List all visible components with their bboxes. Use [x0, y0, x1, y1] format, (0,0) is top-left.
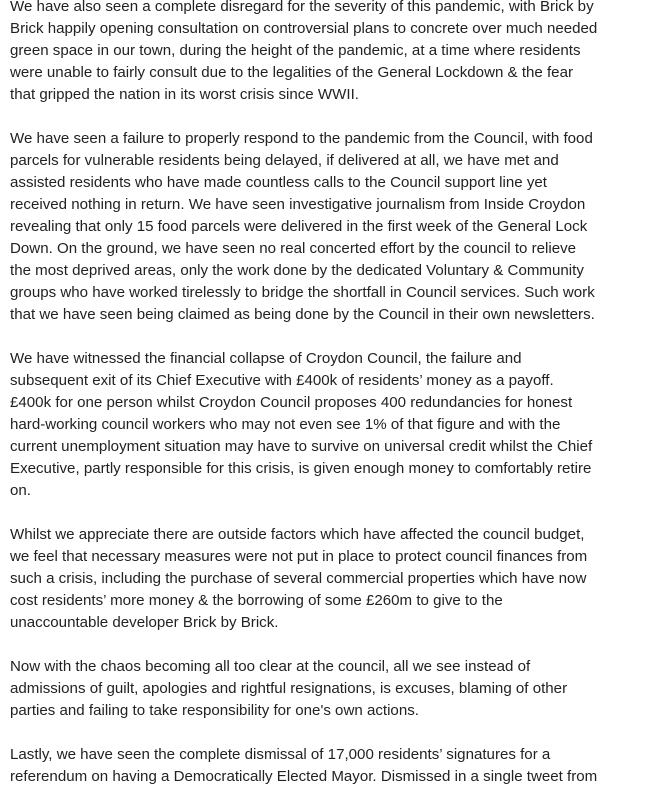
- text-line: Now with the chaos becoming all too clear at the council, all we see instead of: [10, 658, 531, 675]
- text-line: we feel that necessary measures were not put in place to protect council finances from: [10, 548, 588, 565]
- paragraph: [10, 656, 653, 722]
- text-line: received nothing in return. We have seen investigative journalism from Inside Croydon: [10, 196, 586, 213]
- text-line: revealing that only 15 food parcels were delivered in the first week of the General Lock: [10, 218, 588, 235]
- text-line: parties and failing to take responsibility for one's own actions.: [10, 702, 419, 719]
- text-line: assisted residents who have made countless calls to the Council support line yet: [10, 174, 547, 191]
- text-line: on.: [10, 482, 31, 499]
- text-line: Brick happily opening consultation on controversial plans to concrete over much needed: [10, 20, 598, 37]
- text-line: parcels for vulnerable residents being delayed, if delivered at all, we have met and: [10, 152, 559, 169]
- text-line: We have witnessed the financial collapse of Croydon Council, the failure and: [10, 350, 522, 367]
- text-line: green space in our town, during the height of the pandemic, at a time where residents: [10, 42, 581, 59]
- text-line: subsequent exit of its Chief Executive with £400k of residents’ money as a payoff.: [10, 372, 554, 389]
- text-line: We have seen a failure to properly respond to the pandemic from the Council, with food: [10, 130, 593, 147]
- text-line: unaccountable developer Brick by Brick.: [10, 614, 279, 631]
- text-line: referendum on having a Democratically Elected Mayor. Dismissed in a single tweet from: [10, 768, 598, 785]
- text-line: that gripped the nation in its worst crisis since WWII.: [10, 86, 359, 103]
- text-line: the most deprived areas, only the work done by the dedicated Voluntary & Community: [10, 262, 584, 279]
- text-line: cost residents’ more money & the borrowing of some £260m to give to the: [10, 592, 503, 609]
- text-line: hard-working council workers who may not even see 1% of that figure and with the: [10, 416, 561, 433]
- text-line: were unable to fairly consult due to the legalities of the General Lockdown & the fear: [10, 64, 574, 81]
- paragraph: [10, 524, 653, 634]
- text-line: Down. On the ground, we have seen no real concerted effort by the council to relieve: [10, 240, 577, 257]
- text-line: We have also seen a complete disregard for the severity of this pandemic, with Brick by: [10, 0, 594, 15]
- text-line: Executive, partly responsible for this crisis, is given enough money to comfortably retire: [10, 460, 592, 477]
- paragraph: [10, 128, 653, 326]
- text-line: Lastly, we have seen the complete dismissal of 17,000 residents’ signatures for a: [10, 746, 551, 763]
- text-line: £400k for one person whilst Croydon Council proposes 400 redundancies for honest: [10, 394, 573, 411]
- text-line: admissions of guilt, apologies and rightful resignations, is excuses, blaming of other: [10, 680, 568, 697]
- text-line: such a crisis, including the purchase of several commercial properties which have now: [10, 570, 587, 587]
- text-line: that we have seen being claimed as being done by the Council in their own newsletters.: [10, 306, 595, 323]
- paragraph: [10, 348, 653, 502]
- text-line: Whilst we appreciate there are outside factors which have affected the council budget,: [10, 526, 585, 543]
- paragraph: [10, 0, 653, 106]
- paragraph: [10, 744, 653, 788]
- text-line: groups who have worked tirelessly to bridge the shortfall in Council services. Such work: [10, 284, 595, 301]
- text-line: current unemployment situation may have to survive on universal credit whilst the Chief: [10, 438, 593, 455]
